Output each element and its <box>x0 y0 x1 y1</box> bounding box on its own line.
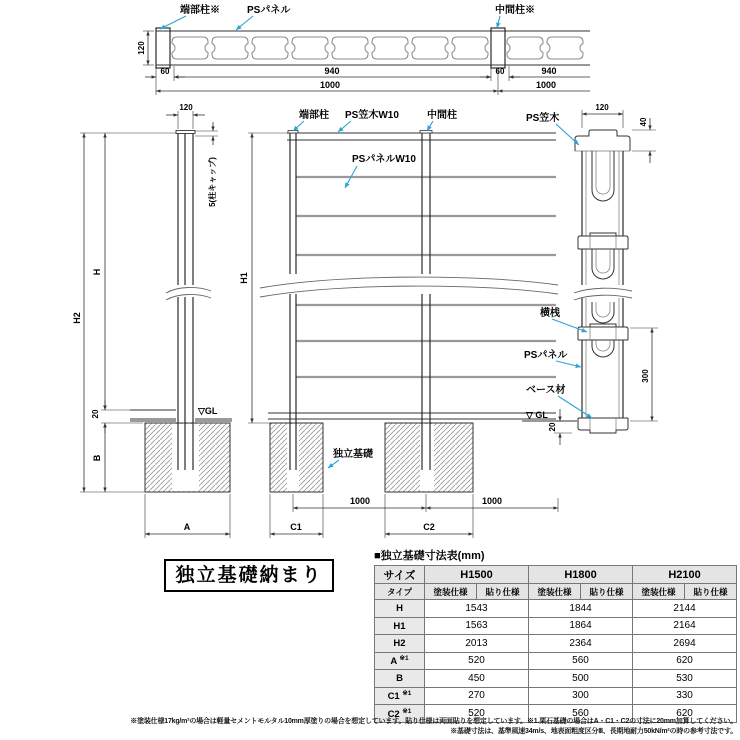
side-panel-label: PSパネル <box>524 350 568 361</box>
plan-edge-post <box>156 28 170 68</box>
footnote-line: ※塗装仕様17kg/m²の場合は軽量セメントモルタル10mm厚塗りの場合を想定しています。貼り仕様は両面貼りを想定しています。※1.栗石基礎の場合はA・C1・C2の寸法に20mm加算してください。 <box>130 718 737 725</box>
type-header-cell: タイプ <box>375 584 425 600</box>
cell-value: 520 <box>425 652 529 670</box>
plan-mid-post-label: 中間柱※ <box>495 5 535 16</box>
table-row <box>375 670 737 688</box>
plan-dim-1000-left: 1000 <box>319 80 341 90</box>
size-h1500: H1500 <box>425 566 529 584</box>
row-note: ※1 <box>402 690 412 698</box>
side-base-label: ベース材 <box>526 385 566 396</box>
cell-value: 620 <box>633 652 737 670</box>
base-profile <box>578 418 628 433</box>
table-row <box>375 617 737 635</box>
size-header-cell: サイズ <box>375 566 425 584</box>
front-dim-1000-left: 1000 <box>349 496 371 506</box>
front-edge-post-label: 端部柱 <box>299 110 329 121</box>
row-label: H2 <box>393 638 406 650</box>
front-panel-label: PSパネルW10 <box>352 154 416 165</box>
front-kasagi-label: PS笠木W10 <box>345 110 399 121</box>
table-row <box>375 600 737 618</box>
table-title: ■独立基礎寸法表(mm) <box>374 550 485 562</box>
foundation-label: 独立基礎 <box>333 449 373 460</box>
cell-value: 620 <box>633 705 737 723</box>
cell-value: 1864 <box>529 617 633 635</box>
row-label: C2 <box>387 708 400 720</box>
cell-value: 1543 <box>425 600 529 618</box>
dim-h2-label: H2 <box>72 312 82 324</box>
cell-value: 520 <box>425 705 529 723</box>
cell-value: 560 <box>529 652 633 670</box>
side-dim-20: 20 <box>548 422 557 432</box>
row-note: ※1 <box>399 655 409 663</box>
row-label: C1 <box>387 691 400 703</box>
footnote-line: ※基礎寸法は、基準風速34m/s、地表面粗度区分Ⅲ、長期地耐力50kN/m²の時の参考寸法です。 <box>450 727 737 735</box>
cell-value: 1563 <box>425 617 529 635</box>
front-dim-1000-right: 1000 <box>481 496 503 506</box>
spec-col: 貼り仕様 <box>477 584 529 600</box>
side-yokosan-label: 横桟 <box>540 308 560 319</box>
plan-view <box>137 3 590 95</box>
plan-dim-60-right: 60 <box>495 67 505 76</box>
cell-value: 300 <box>529 687 633 705</box>
dim-c1-label: C1 <box>290 522 302 532</box>
footnotes <box>67 717 737 736</box>
row-label: H <box>396 603 403 615</box>
dim-h1-label: H1 <box>239 272 249 284</box>
cell-value: 500 <box>529 670 633 688</box>
left-elevation <box>72 103 232 538</box>
plan-dim-940-right: 940 <box>541 66 557 76</box>
dim-a-label: A <box>183 522 191 532</box>
row-label: H1 <box>393 620 406 632</box>
cell-value: 270 <box>425 687 529 705</box>
cap-note-label: 5(柱キャップ) <box>208 157 217 207</box>
spec-col: 塗装仕様 <box>633 584 685 600</box>
side-dim-300: 300 <box>641 369 650 383</box>
dim-20-label: 20 <box>91 409 100 419</box>
row-label: B <box>396 673 403 685</box>
dim-b-label: B <box>92 454 102 462</box>
row-label: A <box>390 656 397 668</box>
caption-box: 独立基礎納まり <box>164 559 334 592</box>
dim-c2-label: C2 <box>423 522 435 532</box>
plan-panel-label: PSパネル <box>247 5 291 16</box>
gl-label-side: ▽ GL <box>526 410 548 420</box>
row-note: ※1 <box>402 707 412 715</box>
left-dim-120: 120 <box>179 103 193 112</box>
table-row <box>375 635 737 653</box>
dimension-table-section <box>374 547 736 723</box>
spec-col: 貼り仕様 <box>581 584 633 600</box>
plan-dim-940-left: 940 <box>324 66 340 76</box>
cell-value: 1844 <box>529 600 633 618</box>
dimension-table <box>374 565 737 723</box>
cell-value: 330 <box>633 687 737 705</box>
side-dim-40: 40 <box>639 117 648 127</box>
plan-dim-60-left: 60 <box>160 67 170 76</box>
plan-dim-120: 120 <box>137 41 146 55</box>
gl-label-left: ▽GL <box>198 406 218 416</box>
front-elevation <box>239 108 558 538</box>
spec-col: 塗装仕様 <box>529 584 581 600</box>
kasagi-profile <box>575 130 630 151</box>
cell-value: 450 <box>425 670 529 688</box>
plan-dim-1000-right: 1000 <box>535 80 557 90</box>
spec-col: 塗装仕様 <box>425 584 477 600</box>
front-mid-post-label: 中間柱 <box>427 110 457 121</box>
size-h2100: H2100 <box>633 566 737 584</box>
cell-value: 2164 <box>633 617 737 635</box>
plan-mid-post <box>491 28 505 68</box>
post-cap <box>176 131 195 134</box>
side-kasagi-label: PS笠木 <box>526 113 560 124</box>
cell-value: 2364 <box>529 635 633 653</box>
cell-value: 560 <box>529 705 633 723</box>
cell-value: 530 <box>633 670 737 688</box>
table-row <box>375 652 737 670</box>
side-dim-120: 120 <box>595 103 609 112</box>
cell-value: 2013 <box>425 635 529 653</box>
dim-h-label: H <box>92 268 102 276</box>
ground-line <box>130 418 176 422</box>
size-h1800: H1800 <box>529 566 633 584</box>
cell-value: 2144 <box>633 600 737 618</box>
table-row <box>375 687 737 705</box>
spec-col: 貼り仕様 <box>685 584 737 600</box>
cell-value: 2694 <box>633 635 737 653</box>
plan-edge-post-label: 端部柱※ <box>180 5 220 16</box>
